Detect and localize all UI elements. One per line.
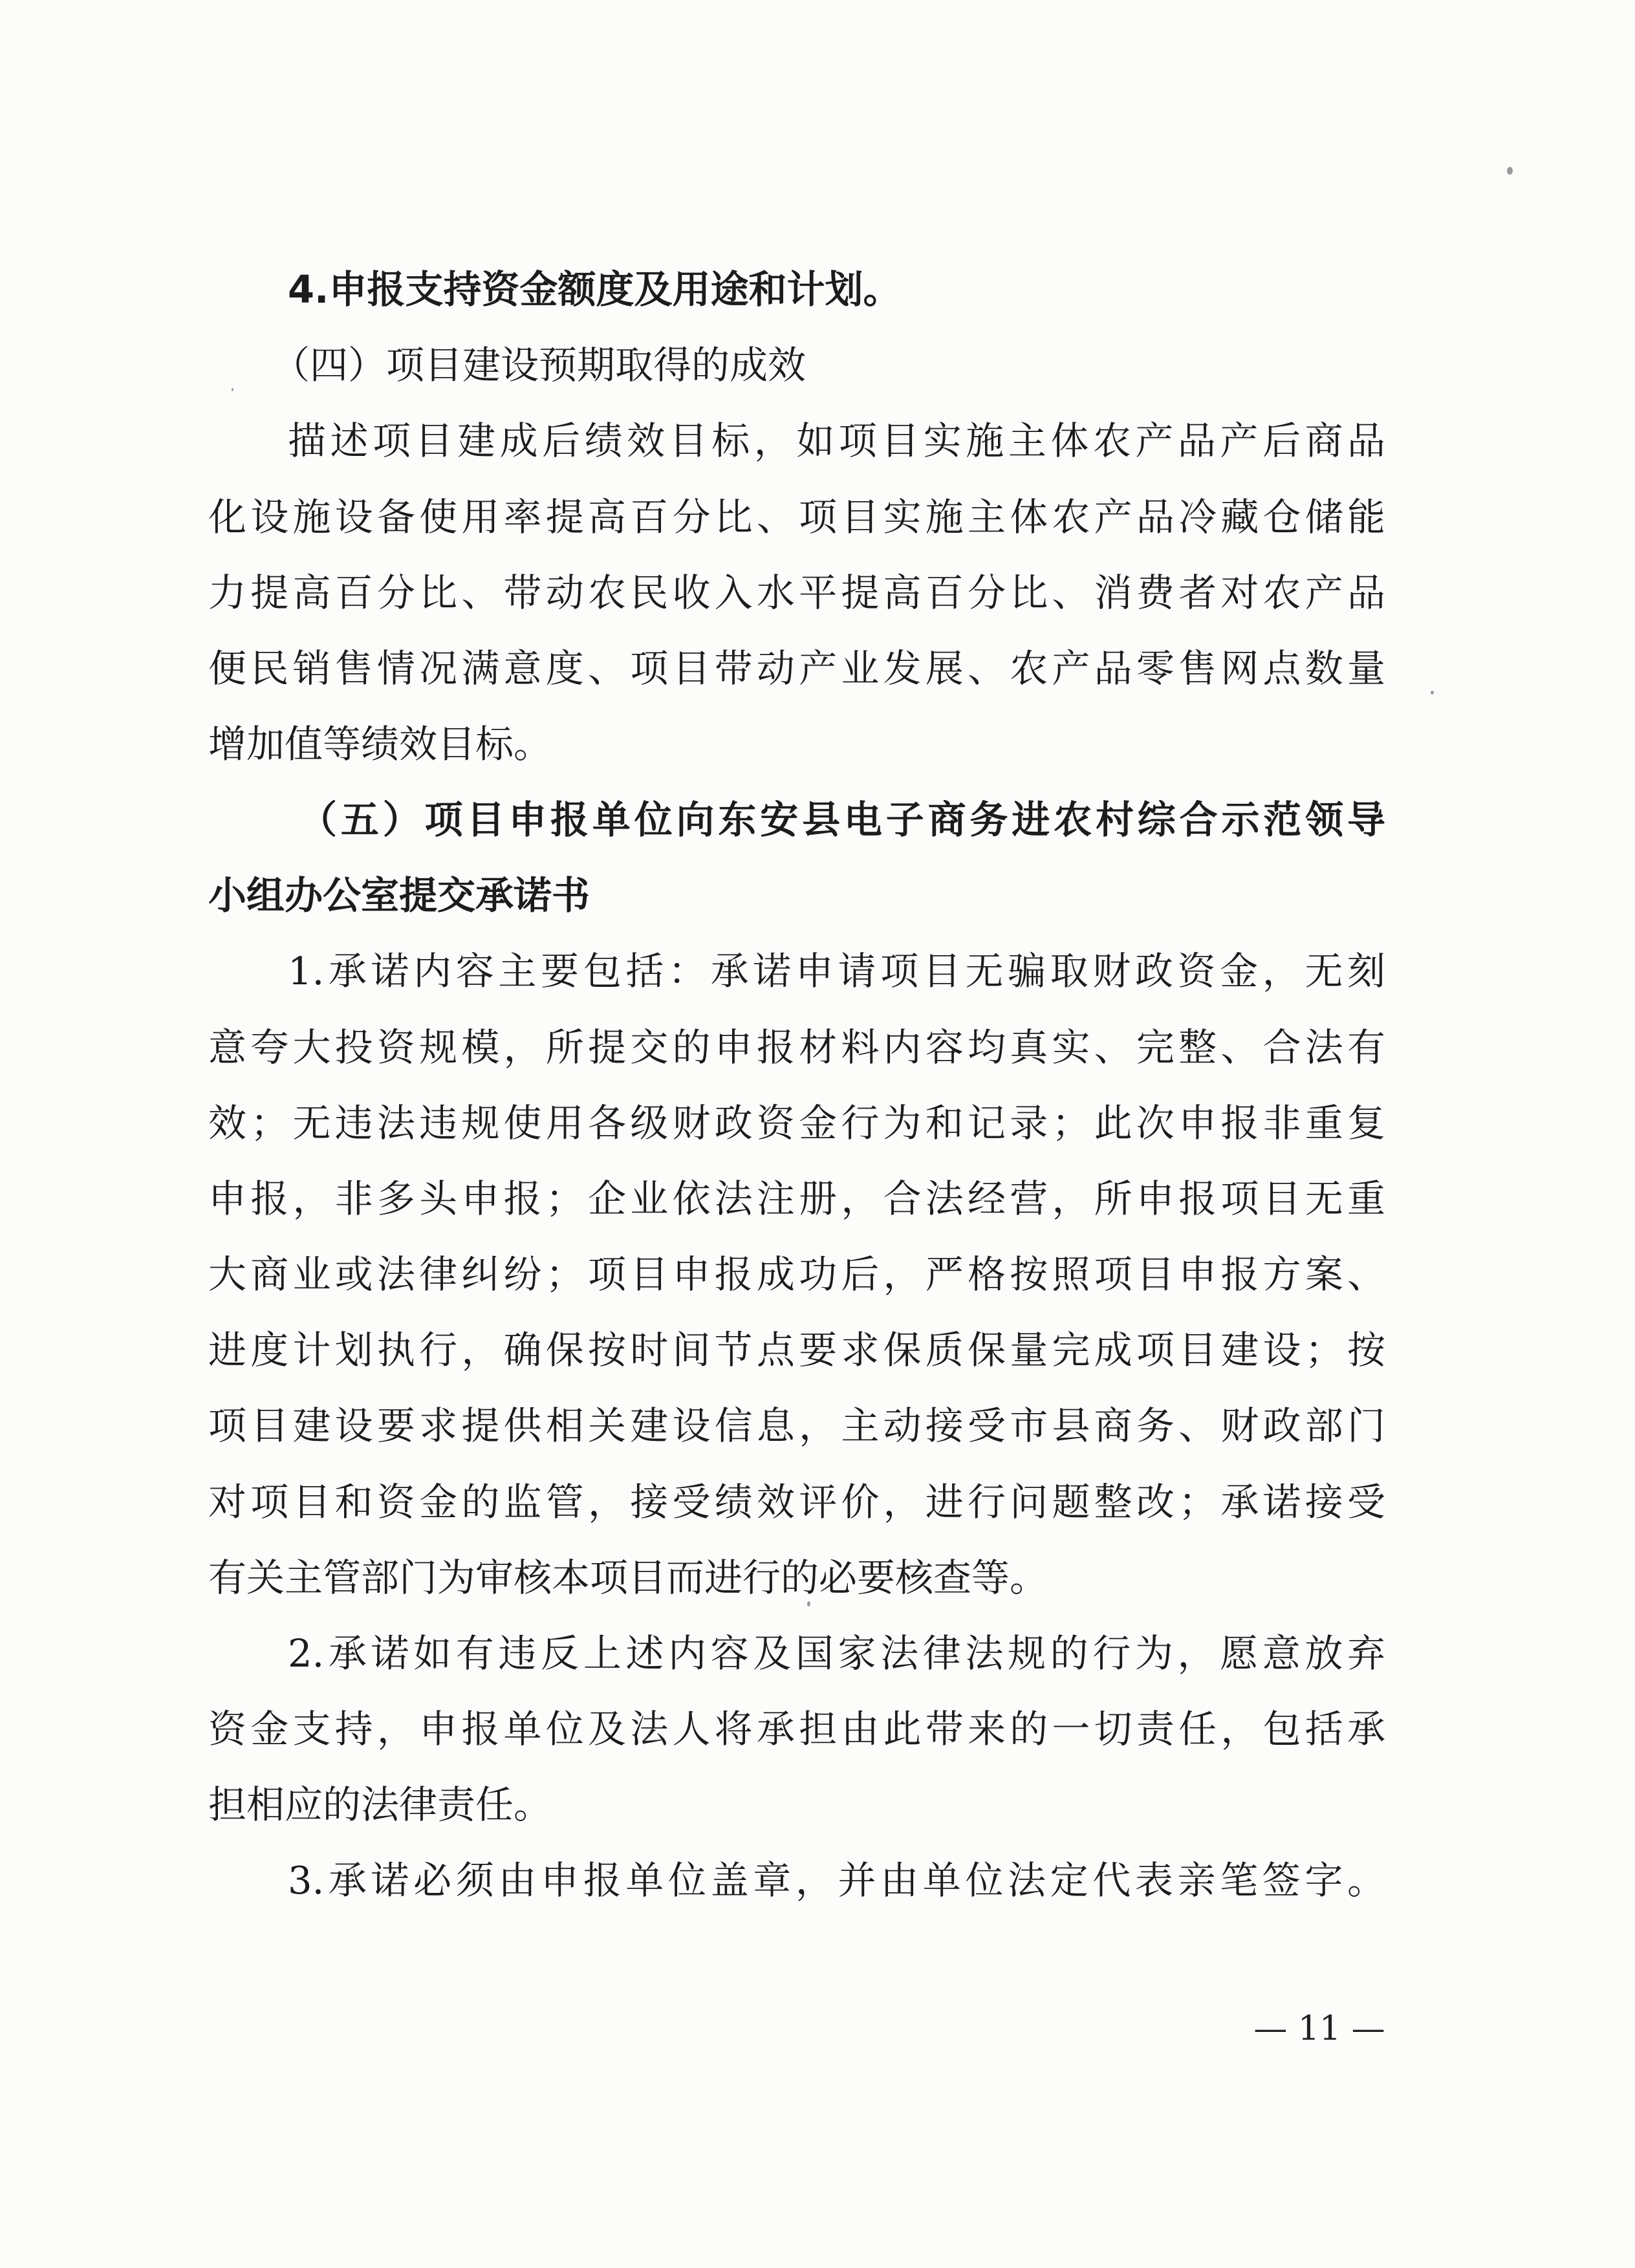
paragraph-line: 意夸大投资规模，所提交的申报材料内容均真实、完整、合法有 bbox=[208, 1025, 1385, 1070]
paragraph-line: 效；无违法违规使用各级财政资金行为和记录；此次申报非重复 bbox=[208, 1101, 1385, 1145]
paragraph-line: 大商业或法律纠纷；项目申报成功后，严格按照项目申报方案、 bbox=[208, 1252, 1385, 1297]
paragraph-line: 增加值等绩效目标。 bbox=[208, 722, 552, 766]
page-number: — 11 — bbox=[1253, 2009, 1385, 2048]
scan-speck bbox=[1431, 691, 1434, 695]
paragraph-line: 担相应的法律责任。 bbox=[208, 1782, 552, 1827]
paragraph-line: 申报，非多头申报；企业依法注册，合法经营，所申报项目无重 bbox=[208, 1176, 1385, 1221]
paragraph-line: 3.承诺必须由申报单位盖章，并由单位法定代表亲笔签字。 bbox=[288, 1858, 1385, 1903]
paragraph-line: 资金支持，申报单位及法人将承担由此带来的一切责任，包括承 bbox=[208, 1707, 1385, 1751]
paragraph-line: 便民销售情况满意度、项目带动产业发展、农产品零售网点数量 bbox=[208, 646, 1385, 691]
section-four-heading: （四）项目建设预期取得的成效 bbox=[272, 343, 807, 387]
paragraph-line: 化设施设备使用率提高百分比、项目实施主体农产品冷藏仓储能 bbox=[208, 495, 1385, 539]
section-five-heading-cont: 小组办公室提交承诺书 bbox=[208, 873, 590, 918]
paragraph-line: 进度计划执行，确保按时间节点要求保质保量完成项目建设；按 bbox=[208, 1328, 1385, 1372]
scan-speck bbox=[807, 1601, 810, 1606]
section-4-heading: 4.申报支持资金额度及用途和计划。 bbox=[288, 267, 902, 312]
scan-speck bbox=[232, 388, 233, 391]
scan-speck bbox=[1507, 167, 1513, 175]
paragraph-line: 对项目和资金的监管，接受绩效评价，进行问题整改；承诺接受 bbox=[208, 1480, 1385, 1524]
paragraph-line: 描述项目建成后绩效目标，如项目实施主体农产品产后商品 bbox=[288, 418, 1385, 463]
section-five-heading: （五）项目申报单位向东安县电子商务进农村综合示范领导 bbox=[299, 797, 1385, 842]
paragraph-line: 2.承诺如有违反上述内容及国家法律法规的行为，愿意放弃 bbox=[288, 1631, 1385, 1676]
paragraph-line: 力提高百分比、带动农民收入水平提高百分比、消费者对农产品 bbox=[208, 570, 1385, 615]
paragraph-line: 有关主管部门为审核本项目而进行的必要核查等。 bbox=[208, 1555, 1048, 1600]
paragraph-line: 项目建设要求提供相关建设信息，主动接受市县商务、财政部门 bbox=[208, 1403, 1385, 1448]
paragraph-line: 1.承诺内容主要包括：承诺申请项目无骗取财政资金，无刻 bbox=[288, 949, 1385, 993]
